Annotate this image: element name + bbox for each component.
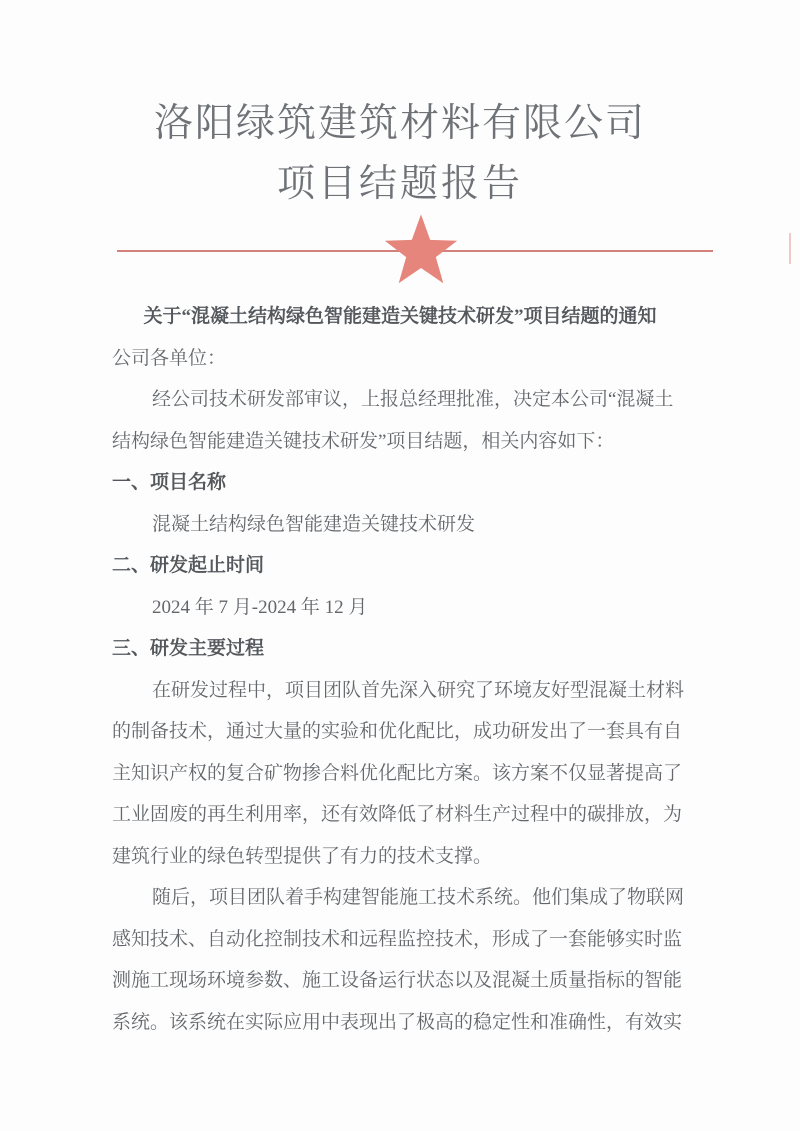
- section-1-content: 混凝土结构绿色智能建造关键技术研发: [152, 513, 476, 535]
- intro-line-1: 经公司技术研发部审议，上报总经理批准，决定本公司“混凝土: [152, 389, 674, 410]
- para2-line-3: 测施工现场环境参数、施工设备运行状态以及混凝土质量指标的智能: [112, 970, 683, 991]
- para2-line-4: 系统。该系统在实际应用中表现出了极高的稳定性和准确性，有效实: [112, 1011, 683, 1033]
- section-2-content: 2024 年 7 月-2024 年 12 月: [152, 596, 368, 618]
- section-1-heading: 一、项目名称: [112, 472, 227, 493]
- company-title: 洛阳绿筑建筑材料有限公司: [153, 102, 646, 145]
- notice-heading: 关于“混凝土结构绿色智能建造关键技术研发”项目结题的通知: [143, 306, 657, 327]
- red-star-icon: [383, 214, 459, 284]
- document-body: [112, 296, 688, 1043]
- para2-line-1: 随后，项目团队着手构建智能施工技术系统。他们集成了物联网: [152, 887, 685, 908]
- para2-line-2: 感知技术、自动化控制技术和远程监控技术，形成了一套能够实时监: [112, 928, 683, 950]
- report-title: 项目结题报告: [276, 163, 523, 205]
- intro-line-2: 结构绿色智能建造关键技术研发”项目结题，相关内容如下：: [112, 430, 615, 452]
- para1-line-5: 建筑行业的绿色转型提供了有力的技术支撑。: [112, 845, 493, 867]
- scan-artifact: [789, 233, 791, 264]
- para1-line-4: 工业固废的再生利用率，还有效降低了材料生产过程中的碳排放，为: [112, 804, 683, 825]
- salutation: 公司各单位：: [112, 347, 227, 369]
- para1-line-3: 主知识产权的复合矿物掺合料优化配比方案。该方案不仅显著提高了: [112, 762, 683, 784]
- para1-line-2: 的制备技术，通过大量的实验和优化配比，成功研发出了一套具有自: [112, 721, 683, 742]
- section-3-heading: 三、研发主要过程: [112, 638, 265, 659]
- section-2-heading: 二、研发起止时间: [112, 555, 265, 576]
- para1-line-1: 在研发过程中，项目团队首先深入研究了环境友好型混凝土材料: [152, 679, 685, 701]
